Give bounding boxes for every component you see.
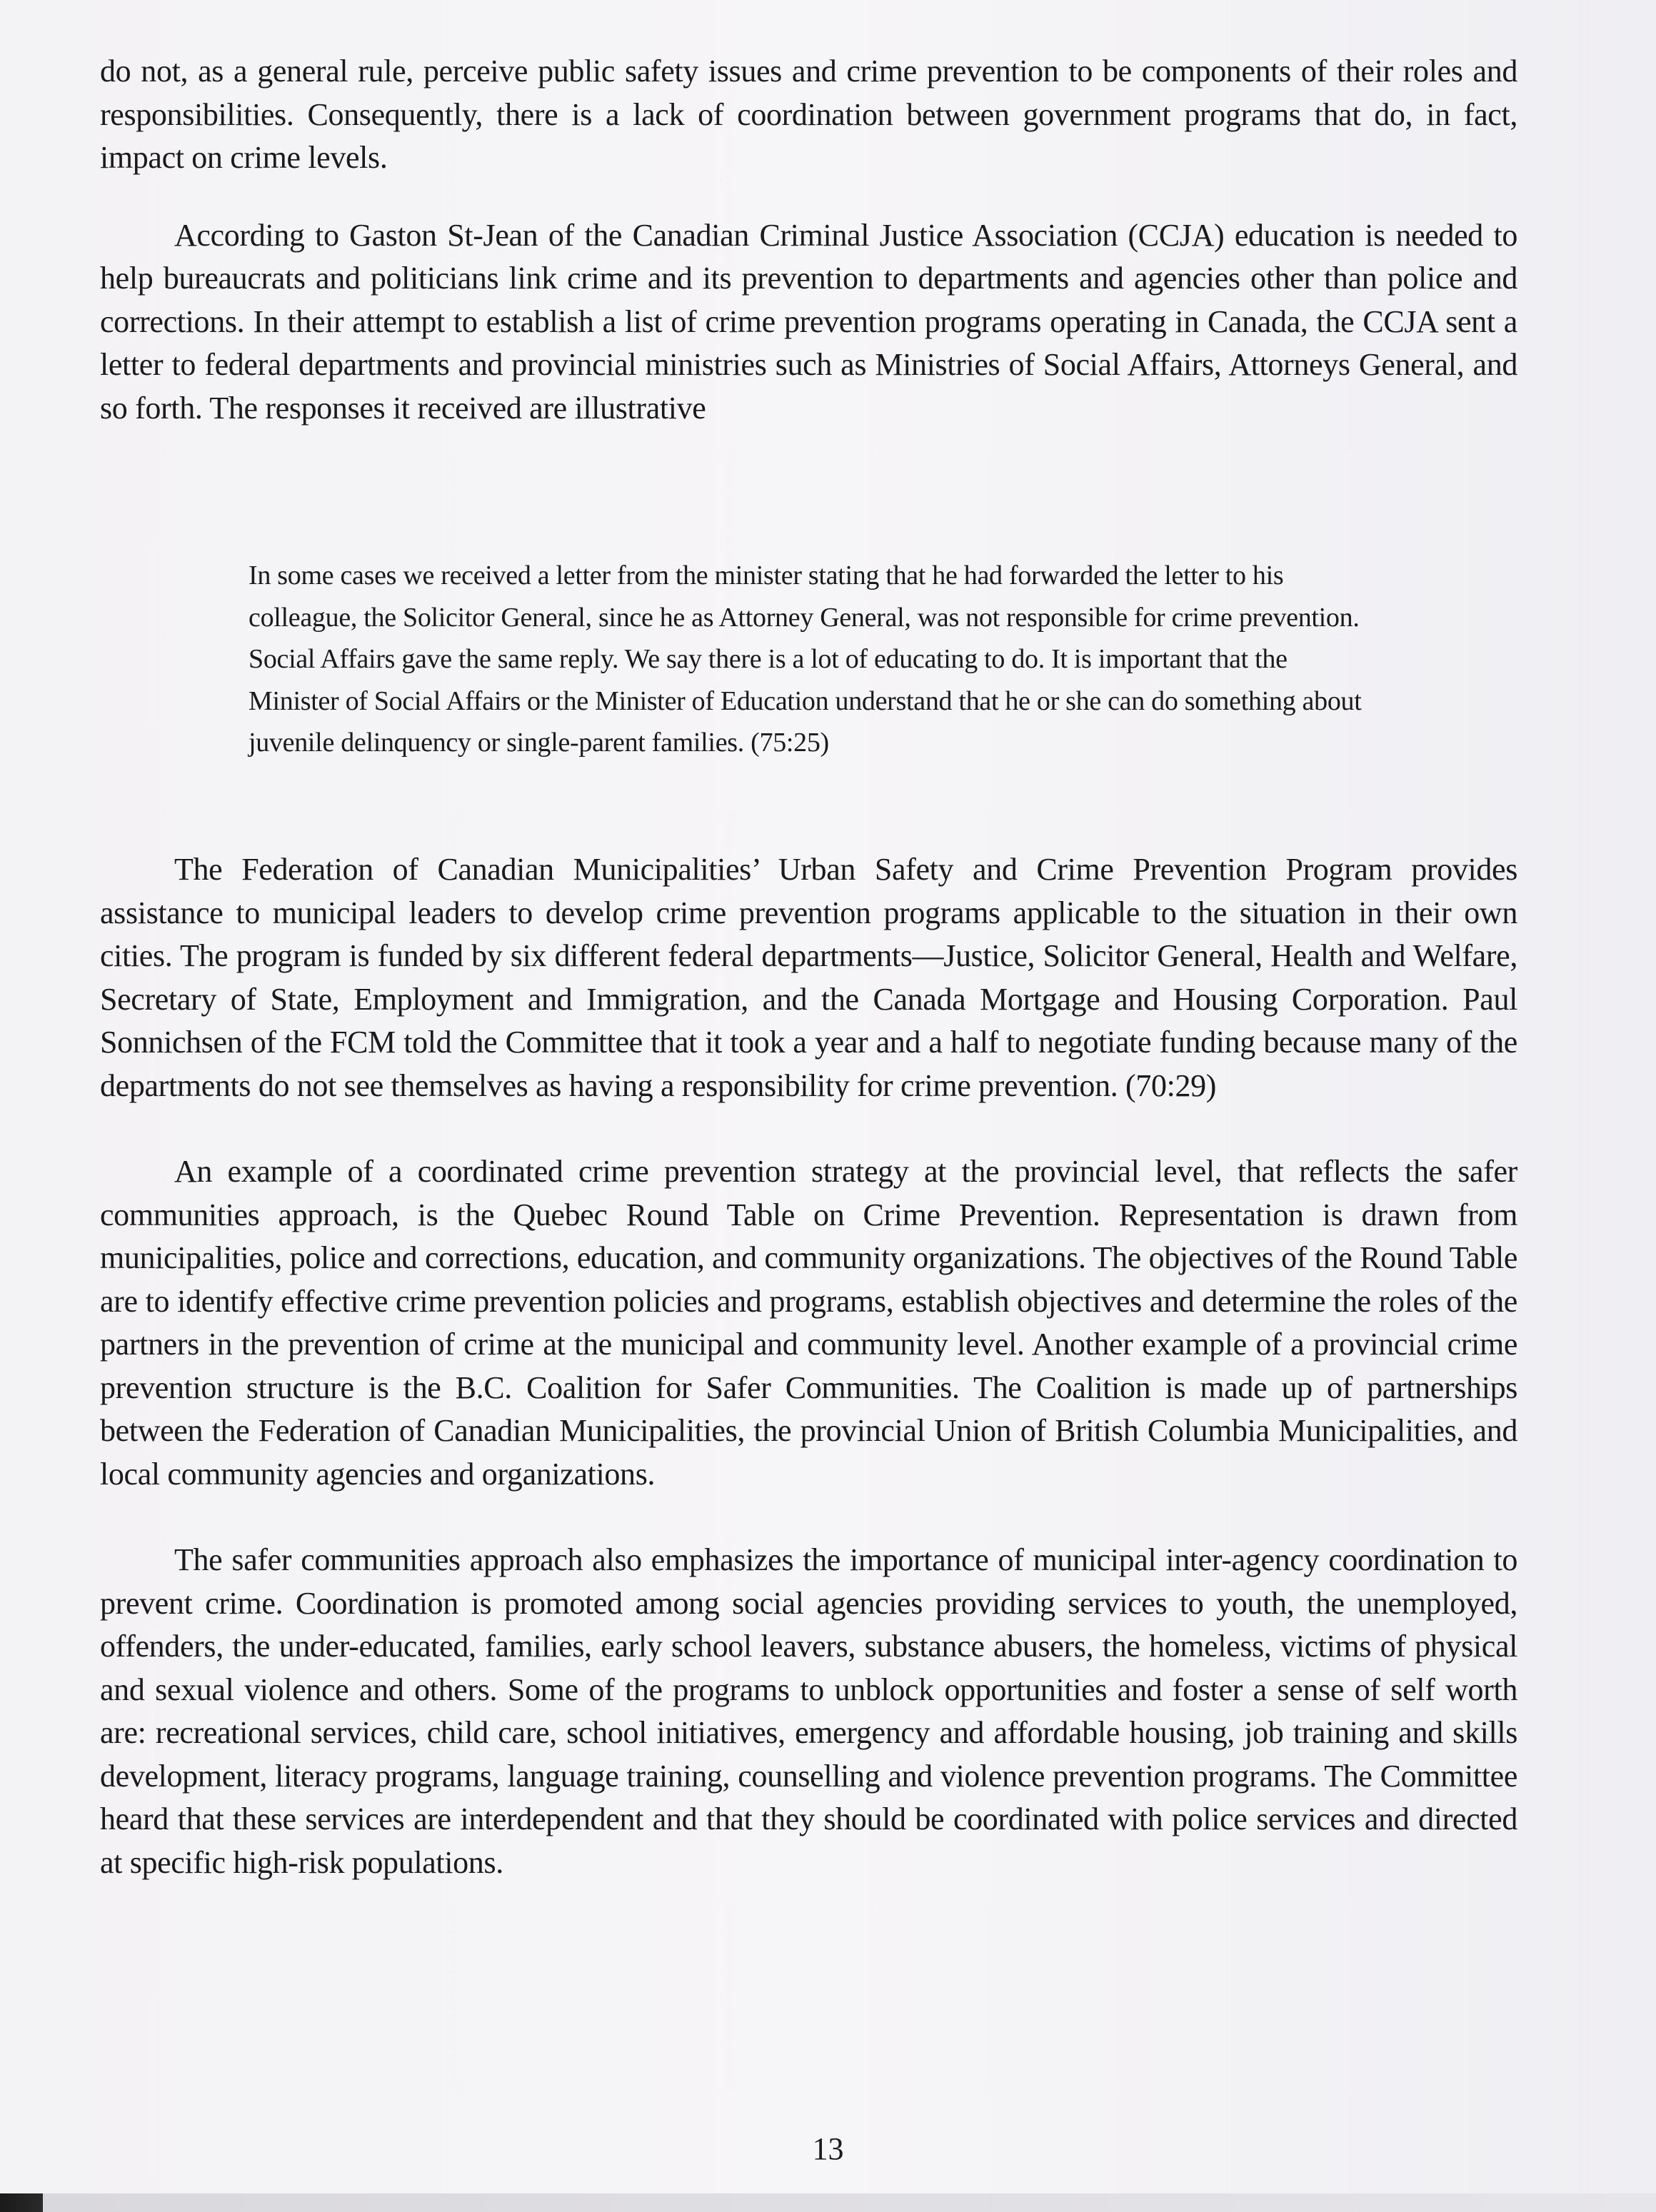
paragraph-fcm: The Federation of Canadian Municipalities’ Urban Safety and Crime Prevention Program provides assistance to municipal leaders to develop crime prevention programs applicable to the situation in their own cities. The program is funded by six different federal departments—Justice, Solicitor General, Health and Welfare, Secretary of State, Employment and Immigration, and the Canada Mortgage and Housing Corporation. Paul Sonnichsen of the FCM told the Committee that it took a year and a half to negotiate funding because many of the departments do not see themselves as having a responsibility for crime prevention. (70:29) [100, 852, 1517, 1103]
page-number: 13 [812, 2131, 844, 2166]
paragraph-safer-communities: The safer communities approach also emphasizes the importance of municipal inter-agency coordination to prevent crime. Coordination is promoted among social agencies providing services to youth, the unemployed, offenders, the under-educated, families, early school leavers, substance abusers, the homeless, victims of physical and sexual violence and others. Some of the programs to unblock opportunities and foster a sense of self worth are: recreational services, child care, school initiatives, emergency and affordable housing, job training and skills development, literacy programs, language training, counselling and violence prevention programs. The Committee heard that these services are interdependent and that they should be coordinated with police services and directed at specific high-risk populations. [100, 1542, 1517, 1880]
body-section-top [100, 50, 1517, 430]
paragraph-quebec: An example of a coordinated crime prevention strategy at the provincial level, that reflects the safer communities approach, is the Quebec Round Table on Crime Prevention. Representation is drawn from municipalities, police and corrections, education, and community organizations. The objectives of the Round Table are to identify effective crime prevention policies and programs, establish objectives and determine the roles of the partners in the prevention of crime at the municipal and community level. Another example of a provincial crime prevention structure is the B.C. Coalition for Safer Communities. The Coalition is made up of partnerships between the Federation of Canadian Municipalities, the provincial Union of British Columbia Municipalities, and local community agencies and organizations. [100, 1154, 1517, 1492]
paragraph-continuation: do not, as a general rule, perceive public safety issues and crime prevention to be components of their roles and responsibilities. Consequently, there is a lack of coordination between government programs that do, in fact, impact on crime levels. [100, 54, 1517, 175]
block-quote: In some cases we received a letter from the minister stating that he had forwarded the letter to his colleague, the Solicitor General, since he as Attorney General, was not responsible for crime prevention. Social Affairs gave the same reply. We say there is a lot of educating to do. It is important that the Minister of Social Affairs or the Minister of Education understand that he or she can do something about juvenile delinquency or single-parent families. (75:25) [249, 560, 1362, 758]
page-bottom-edge [0, 2193, 1656, 2212]
paragraph-ccja: According to Gaston St-Jean of the Canadian Criminal Justice Association (CCJA) education is needed to help bureaucrats and politicians link crime and its prevention to departments and agencies other than police and corrections. In their attempt to establish a list of crime prevention programs operating in Canada, the CCJA sent a letter to federal departments and provincial ministries such as Ministries of Social Affairs, Attorneys General, and so forth. The responses it received are illustrative [100, 217, 1517, 426]
body-section-bottom [100, 848, 1517, 1884]
